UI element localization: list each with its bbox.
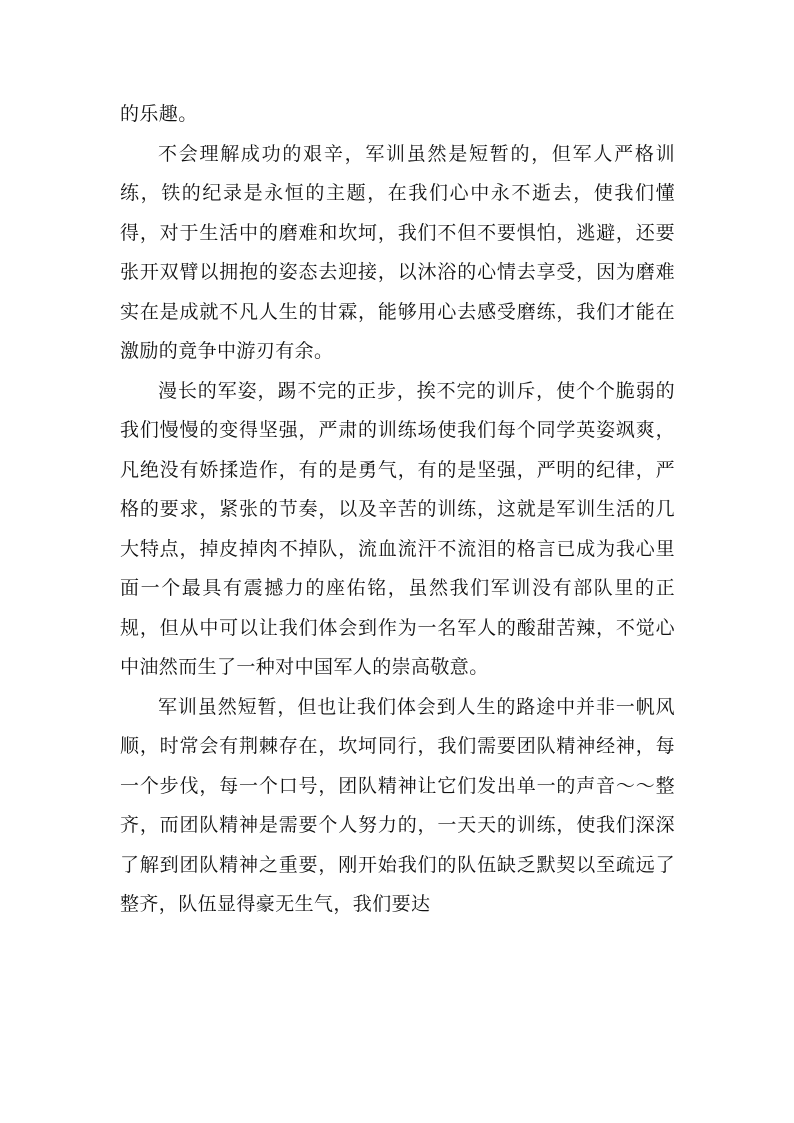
paragraph: 不会理解成功的艰辛，军训虽然是短暂的，但军人严格训练，铁的纪录是永恒的主题，在我们心中永不逝去，使我们懂得，对于生活中的磨难和坎坷，我们不但不要惧怕，逃避，还要张开双臂以拥抱的姿态去迎接，以沐浴的心情去享受，因为磨难实在是成就不凡人生的甘霖，能够用心去感受磨练，我们才能在激励的竟争中游刃有余。	[120, 142, 675, 362]
paragraph: 漫长的军姿，踢不完的正步，挨不完的训斥，使个个脆弱的我们慢慢的变得坚强，严肃的训练场使我们每个同学英姿飒爽，凡绝没有娇揉造作，有的是勇气，有的是坚强，严明的纪律，严格的要求，紧张的节奏，以及辛苦的训练，这就是军训生活的几大特点，掉皮掉肉不掉队，流血流汗不流泪的格言已成为我心里面一个最具有震撼力的座佑铭，虽然我们军训没有部队里的正规，但从中可以让我们体会到作为一名军人的酸甜苦辣，不觉心中油然而生了一种对中国军人的崇高敬意。	[120, 379, 675, 678]
paragraph: 军训虽然短暂，但也让我们体会到人生的路途中并非一帆风顺，时常会有荆棘存在，坎坷同行，我们需要团队精神经神，每一个步伐，每一个口号，团队精神让它们发出单一的声音～～整齐，而团队精神是需要个人努力的，一天天的训练，使我们深深了解到团队精神之重要，刚开始我们的队伍缺乏默契以至疏远了整齐，队伍显得豪无生气，我们要达	[120, 695, 675, 915]
document-body	[120, 95, 675, 925]
paragraph-continued: 的乐趣。	[120, 103, 198, 125]
